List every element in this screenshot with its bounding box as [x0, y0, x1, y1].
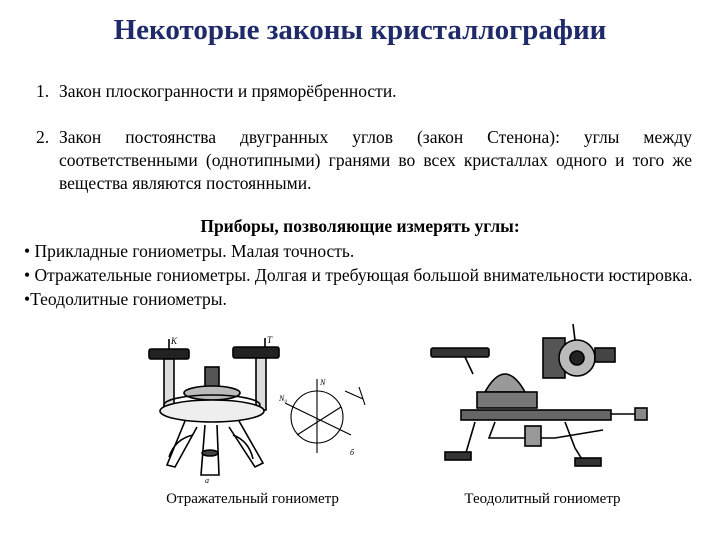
device-item: •Теодолитные гониометры. [24, 289, 227, 309]
label-t: Т [267, 335, 273, 345]
law-item-2 [36, 126, 692, 195]
law-item-1 [36, 80, 692, 103]
device-item: • Прикладные гониометры. Малая точность. [24, 241, 355, 261]
figure-caption-left: Отражательный гониометр [166, 491, 339, 507]
page-title: Некоторые законы кристаллографии [113, 14, 607, 46]
device-item: • Отражательные гониометры. Долгая и требующая большой внимательности юстировка. [24, 265, 693, 285]
label-a: а [205, 476, 209, 485]
devices-list [24, 239, 694, 311]
law-number: 2. [36, 127, 50, 147]
law-text: Закон постоянства двугранных углов (закон Стенона): углы между соответственными (однотипными) гранями во всех кристаллах одного и того же вещества являются постоянными. [59, 127, 692, 193]
label-k: К [171, 336, 177, 346]
label-n0: N₀ [279, 394, 288, 403]
devices-heading: Приборы, позволяющие измерять углы: [200, 216, 520, 236]
law-number: 1. [36, 81, 50, 101]
figure-caption-right: Теодолитный гониометр [464, 491, 621, 507]
label-n: N [320, 378, 326, 387]
reflective-goniometer-illustration [145, 335, 370, 485]
theodolite-goniometer-illustration [425, 318, 655, 478]
label-b: б [350, 448, 355, 457]
law-text: Закон плоскогранности и пряморёбренности. [59, 81, 397, 101]
